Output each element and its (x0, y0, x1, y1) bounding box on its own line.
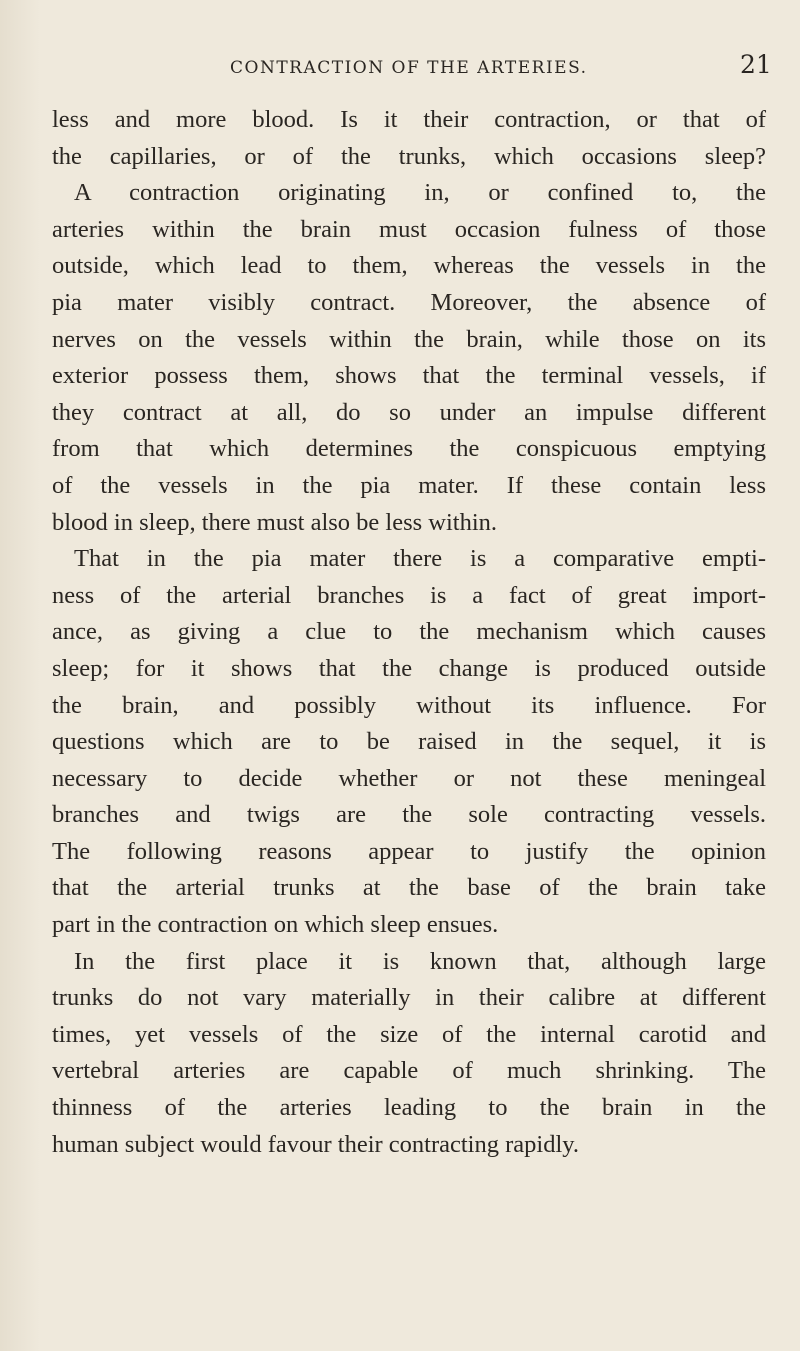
text-line: pia mater visibly contract. Moreover, the absence of (52, 288, 766, 316)
text-line: That in the pia mater there is a comparative empti- (74, 545, 766, 573)
text-line: the capillaries, or of the trunks, which occasions sleep? (52, 142, 766, 170)
text-line: branches and twigs are the sole contracting vessels. (52, 801, 766, 829)
text-line: blood in sleep, there must also be less within. (52, 508, 498, 536)
text-line: ance, as giving a clue to the mechanism which causes (52, 618, 766, 646)
body-text (52, 102, 766, 1163)
text-line: A contraction originating in, or confined to, the (74, 179, 766, 207)
text-line: they contract at all, do so under an impulse different (52, 398, 766, 426)
text-line: vertebral arteries are capable of much shrinking. The (52, 1057, 766, 1085)
text-line: In the first place it is known that, although large (74, 947, 766, 975)
text-line: the brain, and possibly without its influence. For (52, 691, 766, 719)
text-line: outside, which lead to them, whereas the vessels in the (52, 252, 766, 280)
page-number: 21 (740, 50, 772, 79)
text-line: from that which determines the conspicuous emptying (52, 435, 766, 463)
text-line: necessary to decide whether or not these meningeal (52, 764, 766, 792)
text-line: arteries within the brain must occasion fulness of those (52, 215, 766, 243)
text-line: trunks do not vary materially in their calibre at different (52, 984, 766, 1012)
text-line: times, yet vessels of the size of the internal carotid and (52, 1020, 766, 1048)
text-line: exterior possess them, shows that the terminal vessels, if (52, 362, 766, 390)
text-line: human subject would favour their contracting rapidly. (52, 1130, 580, 1158)
text-line: questions which are to be raised in the sequel, it is (52, 728, 766, 756)
text-line: that the arterial trunks at the base of the brain take (52, 874, 766, 902)
text-line: of the vessels in the pia mater. If these contain less (52, 471, 766, 499)
text-line: sleep; for it shows that the change is produced outside (52, 654, 766, 682)
text-line: ness of the arterial branches is a fact of great import- (52, 581, 766, 609)
text-line: nerves on the vessels within the brain, while those on its (52, 325, 766, 353)
running-head: CONTRACTION OF THE ARTERIES. (230, 58, 588, 78)
text-line: less and more blood. Is it their contraction, or that of (52, 106, 766, 133)
text-line: part in the contraction on which sleep ensues. (52, 911, 499, 939)
text-line: The following reasons appear to justify the opinion (52, 837, 766, 865)
text-line: thinness of the arteries leading to the brain in the (52, 1094, 766, 1122)
